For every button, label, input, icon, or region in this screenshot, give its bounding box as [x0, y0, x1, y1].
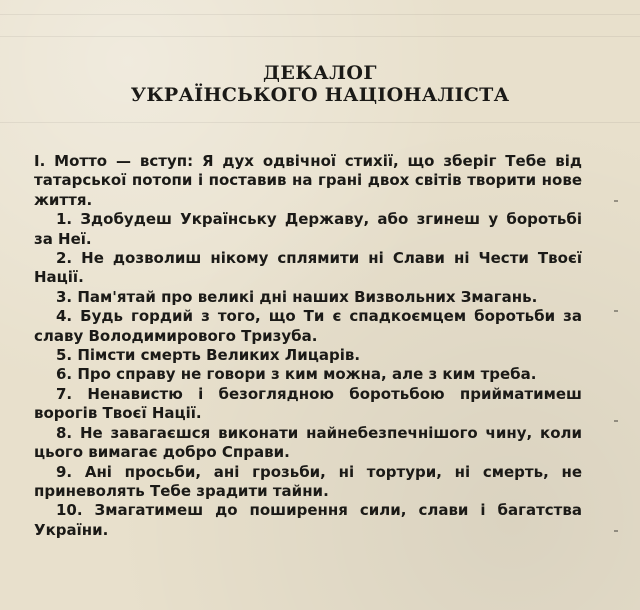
margin-mark: [614, 310, 618, 312]
bleed-line: [0, 36, 640, 37]
margin-mark: [614, 200, 618, 202]
paragraph-8: 8. Не завагаєшся виконати найнебезпечнішого чину, коли цього вимагає добро Справи.: [34, 423, 582, 462]
paragraph-9: 9. Ані просьби, ані грозьби, ні тортури, ні смерть, не приневолять Тебе зрадити тайни.: [34, 462, 582, 500]
document-body: [34, 152, 582, 540]
paragraph-motto: I. Мотто — вступ: Я дух одвічної стихії, що зберіг Тебе від татарської потопи і поставив на грані двох світів творити нове життя.: [34, 152, 582, 209]
paragraph-7: 7. Ненавистю і безоглядною боротьбою прийматимеш ворогів Твоєї Нації.: [34, 384, 582, 423]
paragraph-2: 2. Не дозволиш нікому сплямити ні Слави ні Чести Твоєї Нації.: [34, 249, 582, 287]
title-block: [0, 62, 640, 106]
bleed-line: [0, 122, 640, 123]
document-subtitle: УКРАЇНСЬКОГО НАЦІОНАЛІСТА: [130, 84, 510, 106]
paragraph-3: 3. Пам'ятай про великі дні наших Визвольних Змагань.: [56, 287, 538, 306]
paragraph-4: 4. Будь гордий з того, що Ти є спадкоємцем боротьби за славу Володимирового Тризуба.: [34, 307, 582, 345]
paragraph-1: 1. Здобудеш Українську Державу, або згинеш у боротьбі за Неї.: [34, 210, 582, 248]
margin-mark: [614, 420, 618, 422]
document-title: ДЕКАЛОГ: [262, 62, 378, 84]
margin-marks: [614, 160, 620, 590]
paragraph-10: 10. Змагатимеш до поширення сили, слави і багатства України.: [34, 501, 582, 539]
margin-mark: [614, 530, 618, 532]
paragraph-5: 5. Пімсти смерть Великих Лицарів.: [56, 346, 361, 365]
bleed-line: [0, 14, 640, 15]
paragraph-6: 6. Про справу не говори з ким можна, але з ким треба.: [56, 365, 537, 384]
